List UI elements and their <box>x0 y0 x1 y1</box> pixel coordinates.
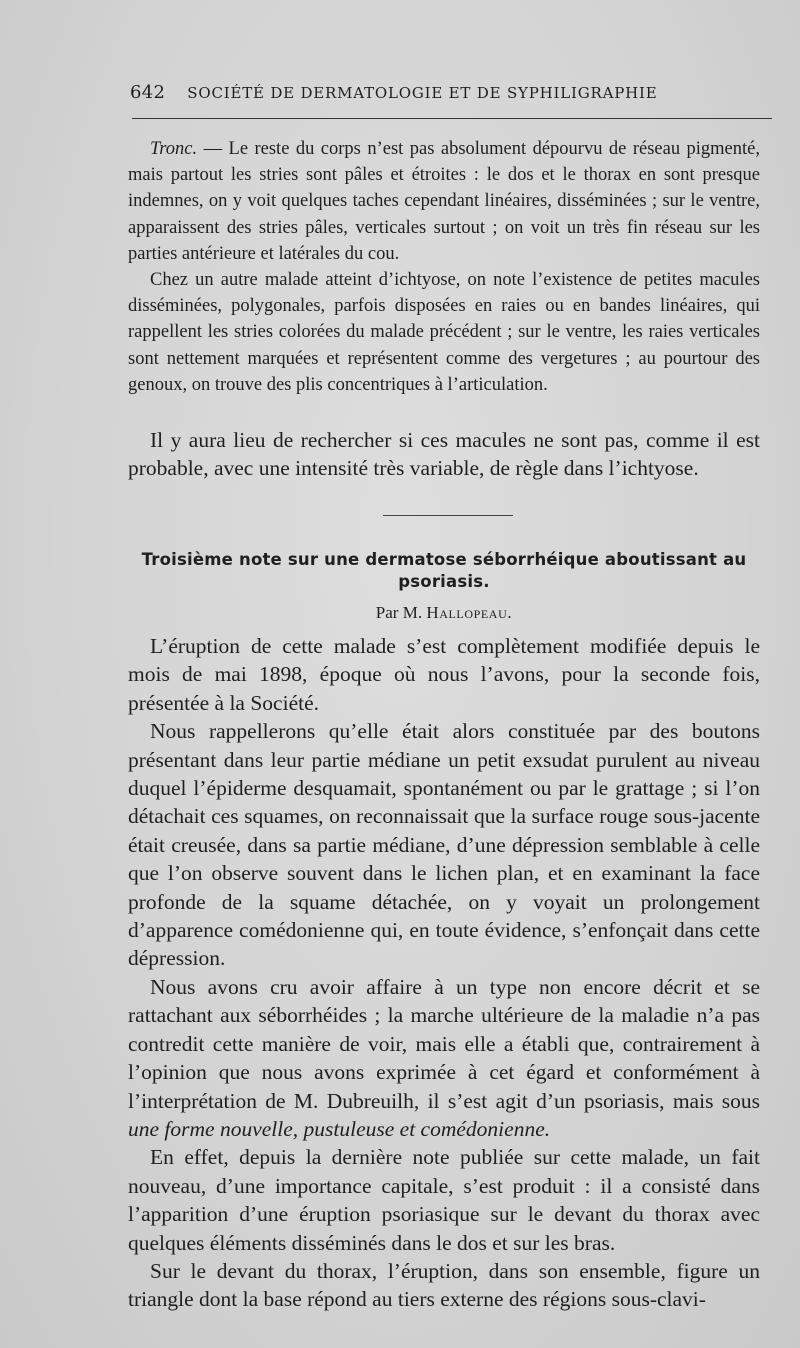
emphasis-text: une forme nouvelle, pustuleuse et comédonienne. <box>128 1116 551 1141</box>
paragraph: Il y aura lieu de rechercher si ces macules ne sont pas, comme il est probable, avec une intensité très variable, de règle dans l’ichtyose. <box>128 428 760 481</box>
paragraph-text: — Le reste du corps n’est pas absolument dépourvu de réseau pigmenté, mais partout les stries sont pâles et étroites : le dos et le thorax en sont presque indemnes, on y voit quelques taches cependant linéaires, disséminées ; sur le ventre, apparaissent des stries pâles, verticales surtout ; on voit un très fin réseau sur les parties antérieure et latérales du cou. <box>128 139 760 264</box>
paragraph-tronc <box>128 136 760 267</box>
section-conclusion <box>128 426 760 483</box>
author-byline <box>128 603 760 623</box>
paragraph: En effet, depuis la dernière note publiée sur cette malade, un fait nouveau, d’une importance capitale, s’est produit : il a consisté dans l’apparition d’une éruption psoriasique sur le devant du thorax avec quelques éléments disséminés dans le dos et sur les bras. <box>128 1145 760 1255</box>
running-title: SOCIÉTÉ DE DERMATOLOGIE ET DE SYPHILIGRAPHIE <box>187 84 658 102</box>
byline-prefix: Par M. <box>375 603 423 622</box>
running-head <box>130 82 770 103</box>
article-title: Troisième note sur une dermatose séborrhéique aboutissant au psoriasis. <box>141 550 747 591</box>
article-body <box>128 632 760 1314</box>
paragraph: Sur le devant du thorax, l’éruption, dans son ensemble, figure un triangle dont la base répond au tiers externe des régions sous-clavi- <box>128 1258 760 1312</box>
paragraph-label: Tronc. <box>150 139 198 159</box>
section-ichtyose <box>128 136 760 398</box>
page-number: 642 <box>130 82 166 103</box>
header-rule <box>132 118 772 119</box>
section-separator <box>383 515 513 516</box>
paragraph: L’éruption de cette malade s’est complètement modifiée depuis le mois de mai 1898, époque où nous l’avons, pour la seconde fois, présentée à la Société. <box>128 634 760 715</box>
paragraph: Chez un autre malade atteint d’ichtyose, on note l’existence de petites macules disséminées, polygonales, parfois disposées en raies ou en bandes linéaires, qui rappellent les stries colorées du malade précédent ; sur le ventre, les raies verticales sont nettement marquées et représentent comme des vergetures ; au pourtour des genoux, on trouve des plis concentriques à l’articulation. <box>128 270 760 395</box>
paragraph <box>128 973 760 1143</box>
paragraph: Nous rappellerons qu’elle était alors constituée par des boutons présentant dans leur partie médiane un petit exsudat purulent au niveau duquel l’épiderme desquamait, spontanément ou par le grattage ; si l’on détachait ces squames, on reconnaissait que la surface rouge sous-jacente était creusée, dans sa partie médiane, d’une dépression semblable à celle que l’on observe souvent dans le lichen plan, et en examinant la face profonde de la squame détachée, on y voyait un prolongement d’apparence comédonienne qui, en toute évidence, s’enfonçait dans cette dépression. <box>128 719 760 971</box>
author-name: Hallopeau. <box>426 603 513 622</box>
paragraph-text: Nous avons cru avoir affaire à un type non encore décrit et se rattachant aux séborrhéides ; la marche ultérieure de la maladie n’a pas contredit cette manière de voir, mais elle a établi que, contrairement à l’opinion que nous avons exprimée à cet égard et conformément à l’interprétation de M. Dubreuilh, il s’est agit d’un psoriasis, mais sous <box>128 974 760 1113</box>
